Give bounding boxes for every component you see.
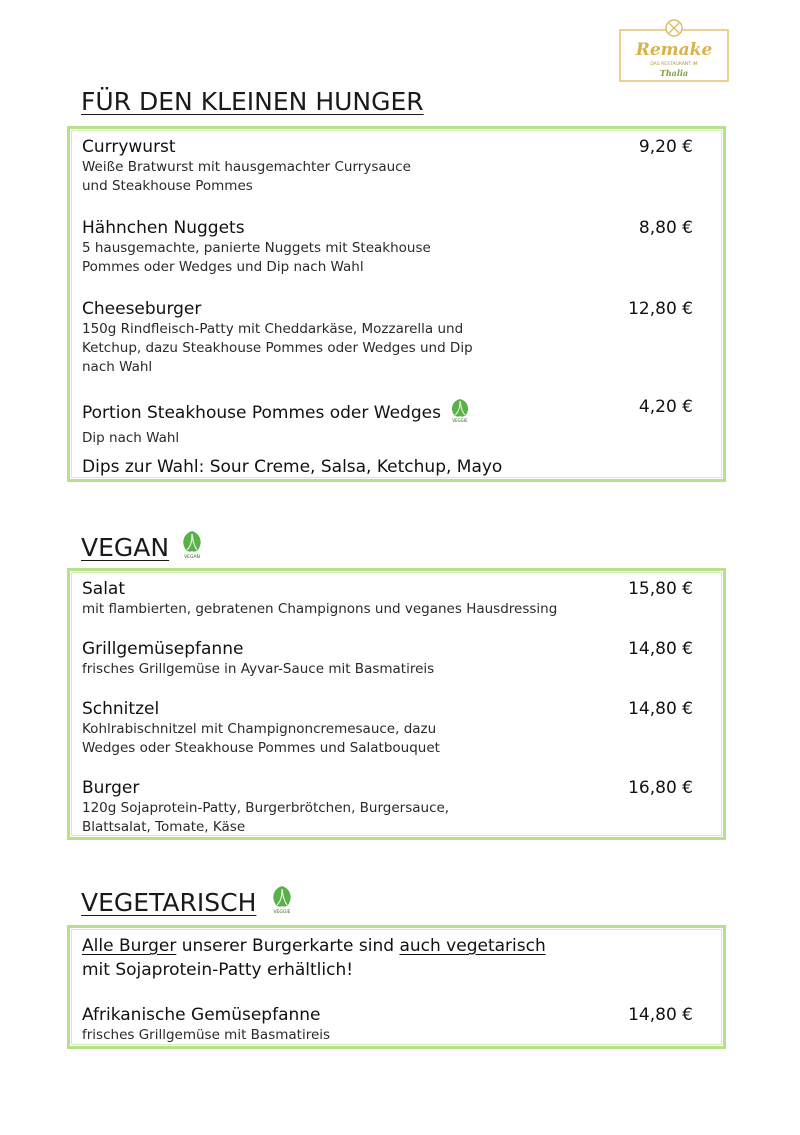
item-description: mit flambierten, gebratenen Champignons und veganes Hausdressing [82, 601, 558, 617]
burger-note: Alle Burger unserer Burgerkarte sind auch vegetarisch mit Sojaprotein-Patty erhältlich! [82, 936, 546, 980]
menu-item-currywurst [82, 137, 693, 196]
item-price: 14,80 € [628, 1005, 693, 1025]
menu-item-grillgemuesepfanne [82, 639, 693, 679]
section-title-vegan: VEGAN VEGAN [81, 529, 205, 566]
menu-item-portion-pommes [82, 397, 693, 448]
logo-brand: Remake [635, 40, 713, 60]
section-title-kleiner-hunger: FÜR DEN KLEINEN HUNGER [81, 87, 424, 116]
menu-box-vegan [67, 568, 726, 840]
vegan-leaf-icon [179, 529, 205, 566]
logo-place: Thalia [659, 68, 689, 78]
item-description: Kohlrabischnitzel mit Champignoncremesauce, dazu Wedges oder Steakhouse Pommes und Salatbouquet [82, 721, 440, 756]
item-name: Grillgemüsepfanne [82, 639, 244, 659]
item-price: 14,80 € [628, 699, 693, 719]
item-price: 4,20 € [638, 397, 693, 417]
menu-item-cheeseburger [82, 299, 693, 377]
item-price: 16,80 € [628, 778, 693, 798]
item-description: Weiße Bratwurst mit hausgemachter Currysauce und Steakhouse Pommes [82, 159, 411, 194]
menu-item-salat [82, 579, 693, 619]
svg-text:VEGGIE: VEGGIE [452, 418, 468, 423]
item-name: Schnitzel [82, 699, 160, 719]
item-name: Currywurst [82, 137, 176, 157]
menu-box-kleiner-hunger [67, 126, 726, 482]
item-name: Hähnchen Nuggets [82, 218, 245, 238]
svg-text:VEGAN: VEGAN [184, 555, 201, 559]
menu-box-vegetarisch [67, 925, 726, 1049]
svg-text:VEGGIE: VEGGIE [273, 910, 291, 914]
item-price: 14,80 € [628, 639, 693, 659]
item-description: 5 hausgemachte, panierte Nuggets mit Steakhouse Pommes oder Wedges und Dip nach Wahl [82, 240, 431, 275]
menu-item-haehnchen-nuggets [82, 218, 693, 277]
item-name: Afrikanische Gemüsepfanne [82, 1005, 321, 1025]
section-title-vegetarisch: VEGETARISCH VEGGIE [81, 884, 298, 921]
menu-item-schnitzel [82, 699, 693, 758]
item-description: frisches Grillgemüse in Ayvar-Sauce mit Basmatireis [82, 661, 435, 677]
item-name: Portion Steakhouse Pommes oder Wedges VEGGIE [82, 397, 693, 428]
veggie-leaf-icon [448, 397, 472, 428]
item-name: Cheeseburger [82, 299, 202, 319]
item-price: 12,80 € [628, 299, 693, 319]
item-price: 15,80 € [628, 579, 693, 599]
dips-info: Dips zur Wahl: Sour Creme, Salsa, Ketchup, Mayo [82, 457, 503, 477]
logo-subtitle: DAS RESTAURANT IM [650, 62, 698, 67]
menu-item-burger [82, 778, 693, 837]
menu-item-afrikanische-gemuesepfanne [82, 1005, 693, 1045]
restaurant-logo [619, 18, 729, 82]
item-description: Dip nach Wahl [82, 430, 180, 446]
item-description: 150g Rindfleisch-Patty mit Cheddarkäse, Mozzarella und Ketchup, dazu Steakhouse Pommes oder Wedges und Dip nach Wahl [82, 321, 473, 375]
veggie-leaf-icon [266, 884, 298, 921]
item-price: 9,20 € [638, 137, 693, 157]
item-name: Burger [82, 778, 140, 798]
item-price: 8,80 € [638, 218, 693, 238]
item-name: Salat [82, 579, 126, 599]
item-description: 120g Sojaprotein-Patty, Burgerbrötchen, Burgersauce, Blattsalat, Tomate, Käse [82, 800, 450, 835]
item-description: frisches Grillgemüse mit Basmatireis [82, 1027, 331, 1043]
